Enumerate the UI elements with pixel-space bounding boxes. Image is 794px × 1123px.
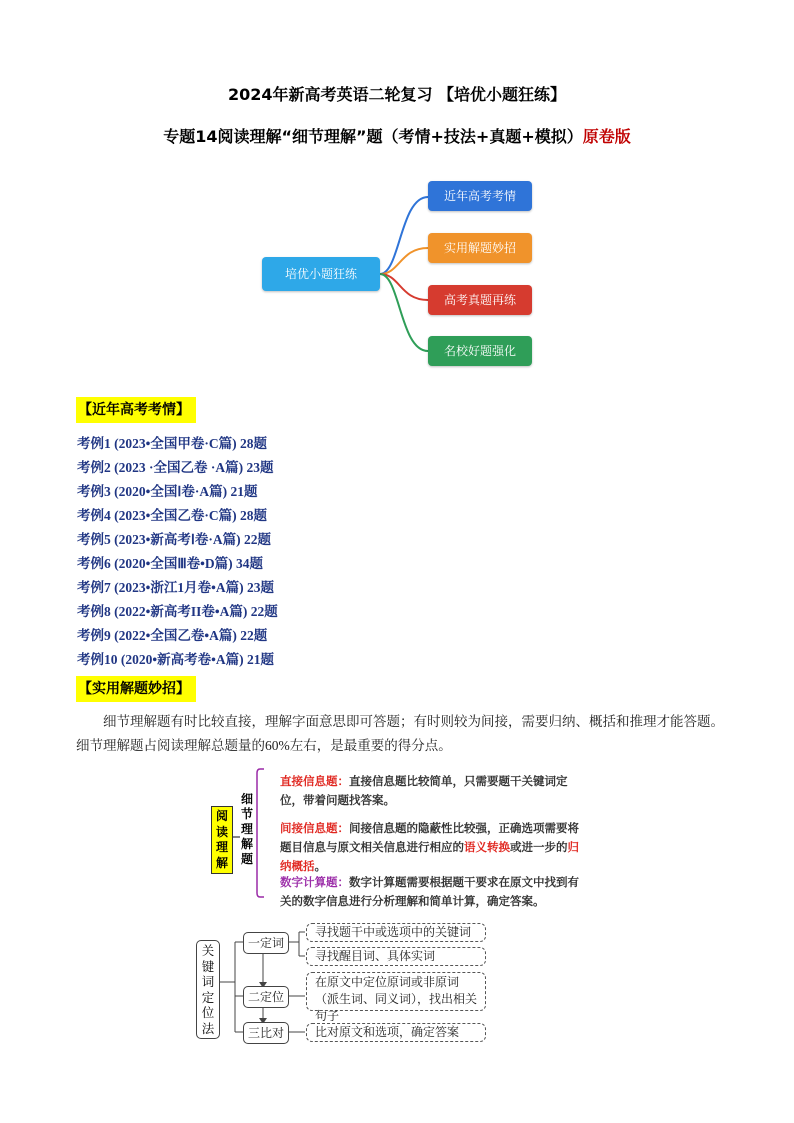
direct-text: 直接信息题比较简单，只需要题干关键词定位，带着问题找答案。 <box>280 774 568 807</box>
diagram2-note-2: 寻找醒目词、具体实词 <box>306 947 486 966</box>
exam-item: 考例5 (2023•新高考Ⅰ卷·A篇) 22题 <box>77 532 271 547</box>
exam-item: 考例9 (2022•全国乙卷•A篇) 22题 <box>77 628 268 643</box>
subtitle-version: 原卷版 <box>582 127 631 146</box>
diagram1-numeric <box>280 873 580 911</box>
indirect-label: 间接信息题： <box>280 821 349 835</box>
exam-item: 考例7 (2023•浙江1月卷•A篇) 23题 <box>77 580 274 595</box>
exam-item: 考例1 (2023•全国甲卷·C篇) 28题 <box>77 436 267 451</box>
diagram2-step-3: 三比对 <box>243 1022 289 1044</box>
mindmap-branch-2: 实用解题妙招 <box>428 233 532 263</box>
direct-label: 直接信息题： <box>280 774 349 788</box>
indirect-text-mid: 或进一步的 <box>510 840 568 854</box>
diagram2-note-3: 在原文中定位原词或非原词（派生词、同义词），找出相关句子 <box>306 972 486 1011</box>
diagram2-note-4: 比对原文和选项，确定答案 <box>306 1023 486 1042</box>
exam-item: 考例2 (2023 ·全国乙卷 ·A篇) 23题 <box>77 460 274 475</box>
diagram2-step-2: 二定位 <box>243 986 289 1008</box>
diagram2-note-1: 寻找题干中或选项中的关键词 <box>306 923 486 942</box>
numeric-label: 数字计算题： <box>280 875 349 889</box>
exam-item: 考例10 (2020•新高考卷•A篇) 21题 <box>77 652 274 667</box>
diagram1-direct <box>280 772 580 810</box>
indirect-highlight-2: 归纳概括 <box>280 840 579 873</box>
mindmap-branch-1: 近年高考考情 <box>428 181 532 211</box>
diagram2-left-label: 关键词定位法 <box>196 940 220 1039</box>
numeric-text: 数字计算题需要根据题干要求在原文中找到有关的数字信息进行分析理解和简单计算，确定答案。 <box>280 875 579 908</box>
exam-item: 考例8 (2022•新高考II卷•A篇) 22题 <box>77 604 278 619</box>
indirect-text-end: 。 <box>314 859 326 873</box>
indirect-text: 间接信息题的隐蔽性比较强，正确选项需要将题目信息与原文相关信息进行相应的 <box>280 821 579 854</box>
exam-item: 考例6 (2020•全国Ⅲ卷•D篇) 34题 <box>77 556 264 571</box>
diagram1-left-label: 阅读理解 <box>211 806 233 874</box>
indirect-highlight-1: 语义转换 <box>464 840 510 854</box>
document-subtitle <box>0 124 794 147</box>
mindmap-branch-4: 名校好题强化 <box>428 336 532 366</box>
exam-item: 考例3 (2020•全国Ⅰ卷·A篇) 21题 <box>77 484 258 499</box>
document-title: 2024年新高考英语二轮复习 【培优小题狂练】 <box>227 85 567 104</box>
subtitle-main: 专题14阅读理解“细节理解”题（考情+技法+真题+模拟） <box>163 127 583 146</box>
intro-paragraph: 细节理解题有时比较直接，理解字面意思即可答题；有时则较为间接，需要归纳、概括和推理才能答题。细节理解题占阅读理解总题量的60%左右，是最重要的得分点。 <box>76 714 724 753</box>
section-heading-exam-trends: 【近年高考考情】 <box>76 397 196 423</box>
diagram1-indirect <box>280 819 580 876</box>
exam-item: 考例4 (2023•全国乙卷·C篇) 28题 <box>77 508 267 523</box>
diagram1-mid-label: 细节理解题 <box>240 792 253 866</box>
section-heading-tips: 【实用解题妙招】 <box>76 676 196 702</box>
diagram1-bracket <box>230 765 270 905</box>
mindmap-root: 培优小题狂练 <box>262 257 380 291</box>
mindmap-branch-3: 高考真题再练 <box>428 285 532 315</box>
diagram2-step-1: 一定词 <box>243 932 289 954</box>
